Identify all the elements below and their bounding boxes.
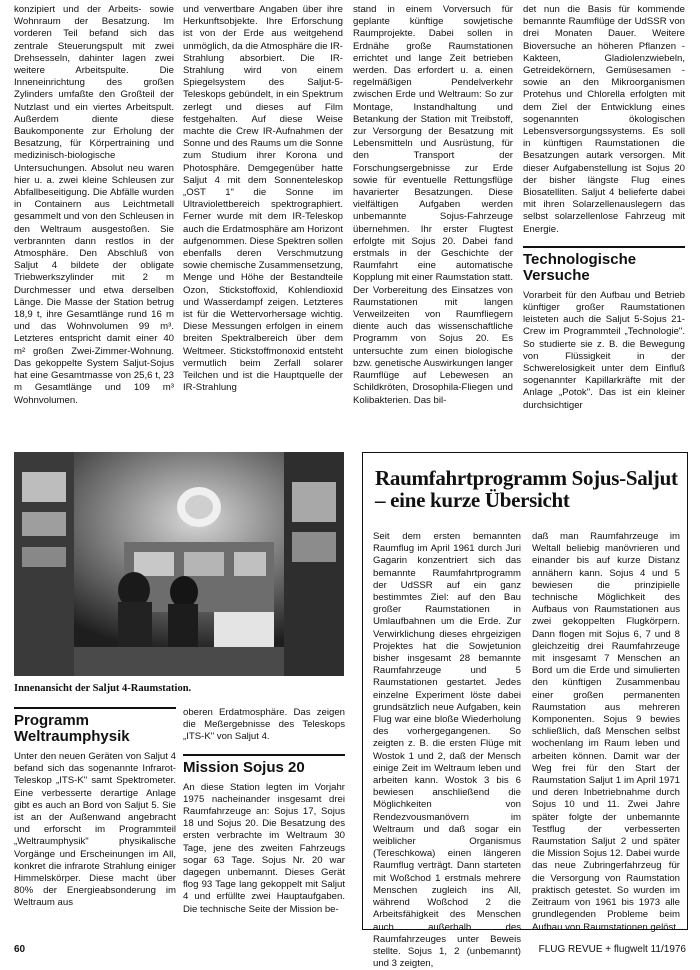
article-column-4 xyxy=(523,4,685,412)
section-heading-box xyxy=(183,754,345,776)
page-number: 60 xyxy=(14,944,26,955)
section-heading: Programm Weltraumphysik xyxy=(14,712,130,745)
column-text: und verwertbare Angaben über ihre Herkunftsobjekte. Ihre Erforschung ist von der Erde aus weitgehend unmöglich, da die Atmosphäre die IR-Strahlung absorbiert. Die IR-Strahlung wird von einem Spiegelsystem des Saljut-5-Teleskops gebündelt, in ein Spektrum zerlegt und dieses auf Film festgehalten. Auf diese Weise machte die Crew IR-Aufnahmen der Sonne und des Raums um die Sonne zum Studium ihrer Korona und Photosphäre. Demgegenüber hatte Saljut 4 mit dem Sonnenteleskop „OST 1" die Sonne im Ultraviolettbereich spektrographiert. Ferner wurde mit dem IR-Teleskop auch die Erdatmosphäre am Horizont aufgenommen. Diese Spektren sollen ebenfalls deren Verschmutzung sowie chemische Zusammensetzung, Menge und Höhe der Bestandteile Ozon, Stickstoffoxid, Kohlendioxid und Wasserdampf zeigen. Letzteres ist für die Wettervorhersage wichtig. Diese Messungen erfolgen in einem breiten Spektralbereich über dem Weltmeer. Stickstoffmonoxid entsteht vermutlich beim Zerfall solarer Teilchen und ist die Hauptquelle der IR-Strahlung xyxy=(183,4,343,394)
section-heading-technologische-versuche: Technologische Versuche xyxy=(523,250,637,284)
section-text: oberen Erdatmosphäre. Das zeigen die Meßergebnisse des Teleskops „ITS-K" von Saljut 4. xyxy=(183,707,345,743)
article-column-1 xyxy=(14,4,174,407)
article-column-2 xyxy=(183,4,343,395)
column-text: det nun die Basis für kommende bemannte Raumflüge der UdSSR von drei Monaten Dauer. Weitere Bioversuche an höheren Pflanzen - Kakteen, Gladiolenzwiebeln, Getreidekörnern, Gemüsesamen - sowie an den Mikroorganismen Protehus und Chlorella erfolgten mit dem Ziel der Entwicklung eines sogenannten ökologischen Lebensversorgungssystems. Es soll in künftigen Raumstationen die Besatzungen autark versorgen. Mit dieser Aufgabenstellung ist Sojus 20 der bisher längste Flug eines Biosatelliten. Saljut 4 belieferte dabei mit ihren Solarzellenauslegern das selbst solarzellenlose Fahrzeug mit Energie. xyxy=(523,4,685,235)
column-text: Vorarbeit für den Aufbau und Betrieb künftiger großer Raumstationen leisteten auch die Saljut 5-Sojus 21-Crew im Programmteil „Technologie". So studierte sie z. B. die Bewegung von Flüssigkeit in der Schwerelosigkeit unter dem Einfluß sogenannter Kapillarkräfte mit der Anlage „Potok". Das ist ein kleiner durchsichtiger xyxy=(523,289,685,411)
sidebar-column-1: Seit dem ersten bemannten Raumflug im April 1961 durch Juri Gagarin konzentriert sich das bemannte Raumfahrtprogramm der UdSSR auf ein ganz bestimmtes Ziel: auf den Bau großer Raumstationen in Umlaufbahnen um die Erde. Zur Verwirklichung dieses ehrgeizigen Projektes hat die Sowjetunion bisher insgesamt 28 bemannte Raumfahrzeuge und 5 Raumstationen gestartet. Jedes einzelne Experiment löste dabei grundsätzlich neue Aufgaben, kein Flug war eine bloße Wiederholung des vorhergegangenen. So zeigten z. B. die ersten Flüge mit Wostok 1 und 2, daß der Mensch einige Zeit im Weltraum leben und arbeiten kann. Wostok 3 bis 6 bewiesen anschließend die Möglichkeiten von Rendezvousmanövern im Weltraum und daß sogar ein weiblicher Organismus (Tereschkowa) einen längeren Raumflug verträgt. Dann starteten mit Woßchod 1 erstmals mehrere Menschen zugleich ins All, während Woßchod 2 die Arbeitsfähigkeit des Menschen auch außerhalb des Raumfahrzeuges unter Beweis stellte. Sojus 1, 2 (unbemannt) und 3 zeigten, xyxy=(373,531,521,970)
photo-caption: Innenansicht der Saljut 4-Raumstation. xyxy=(14,683,192,694)
section-text: An diese Station legten im Vorjahr 1975 nacheinander insgesamt drei Raumfahrzeuge an: Sojus 17, Sojus 18 und Sojus 20. Die Besatzung des ersten verbrachte im Weltraum 30 Tage, jene des zweiten Fahrzeugs sogar 63 Tage. Sojus Nr. 20 war dagegen unbemannt. Dieses Gerät flog 93 Tage lang gekoppelt mit Saljut 4 und erfüllte zwei Hauptaufgaben. Die technische Seite der Mission be- xyxy=(183,781,345,915)
sidebar-title: Raumfahrtprogramm Sojus-Saljut – eine kurze Übersicht xyxy=(375,466,678,512)
column-text: konzipiert und der Arbeits- sowie Wohnraum der Besatzung. Im vorderen Teil befand sich das zentrale Steuerungspult mit zwei Drehsesseln, dahinter lagen zwei weitere Arbeitspulte. Die Inneneinrichtung des großen Zylinders umfaßte den Großteil der Nutzlast und ein viertes Arbeitspult. Außerdem diente diese Baukomponente zur Erholung der Besatzung, für Körpertraining und medizinisch-biologische Untersuchungen. Absolut neu waren hier u. a. zwei kleine Schleusen zur Abfallbeseitigung. Die Abfälle wurden in Containern aus Leichtmetall gesammelt und von den Schleusen in den Weltraum ausgestoßen. Sie verbrannten dann restlos in der Atmosphäre. Den Abschluß von Saljut 4 bildete der obligate Triebwerkszylinder mit 2 m Durchmesser und etwa derselben Länge. Die Masse der Station betrug 18,9 t, ihre Gesamtlänge rund 16 m und das Wohnvolumen 99 m³. Letzteres entspricht damit einer 40 m² großen Zwei-Zimmer-Wohnung. Das gekoppelte System Saljut-Sojus hat eine Gesamtmasse von 25,6 t, 23 m Gesamtlänge und 109 m³ Wohnvolumen. xyxy=(14,4,174,406)
section-text: Unter den neuen Geräten von Saljut 4 befand sich das sogenannte Infrarot-Teleskop „ITS-K" samt Spektrometer. Eine verbesserte derartige Anlage gibt es auch an Bord von Saljut 5. Sie ist an der Außenwand angebracht und erforscht im Programmteil „Weltraumphysik" physikalische Vorgänge und Erscheinungen im All, konkret die infrarote Strahlung einiger Himmelskörper. Diese macht über 80% der Energieabsonderung im Weltraum aus xyxy=(14,751,176,909)
article-column-3 xyxy=(353,4,513,407)
column-text: stand in einem Vorversuch für geplante künftige sowjetische Raumprojekte. Dabei sollen in Erdnähe große Raumstationen errichtet und lange Zeit betrieben werden. Das erfordert u. a. einen regelmäßigen Pendelverkehr zwischen Erde und Weltraum: So zur Montage, Instandhaltung und Betankung der Station mit Treibstoff, zur Versorgung der Besatzung mit Lebensmitteln und Ausrüstung, für den Transport der Forschungsergebnisse zur Erde sowie für eventuelle Rettungsflüge havarierter Besatzungen. Diese vielfältigen Aufgaben werden unbemannte Sojus-Fahrzeuge übernehmen. Ihr erster Flugtest erfolgte mit Sojus 20. Dabei fand erstmals in der Geschichte der Raumfahrt eine automatische Kopplung mit einer Raumstation statt. Der Vorbereitung des Einsatzes von Raumstationen mit langen Verweilzeiten von Raumfliegern diente auch das wissenschaftliche Programm von Sojus 20. Es untersuchte zum einen biologische bzw. genetische Auswirkungen langer Raumflüge auf Lebewesen an Schildkröten, Drosophila-Fliegen und Kolibakterien. Das bil- xyxy=(353,4,513,406)
section-programm-weltraumphysik xyxy=(14,707,176,910)
sidebar-column-2: daß man Raumfahrzeuge im Weltall beliebig manövrieren und einander bis auf kurze Distanz annähern kann. Sojus 4 und 5 bewiesen die prinzipielle technische Möglichkeit des Aufbaus von Raumstationen aus zwei gekoppelten Flugkörpern. Dann flogen mit Sojus 6, 7 und 8 gleichzeitig drei Raumfahrzeuge mit insgesamt 7 Menschen an Bord um die Erde und simulierten den künftigen Zusammenbau einer großen permanenten Raumstation aus mehreren Komponenten. Sojus 9 bewies schließlich, daß Menschen selbst wochenlang im Raum leben und arbeiten können. Damit war der Weg frei für den Start der Raumstation Saljut 1 im April 1971 und deren Inbetriebnahme durch Sojus 10 und 11. Zwei Jahre später folgte der unbemannte Testflug der verbesserten Raumstation Saljut 2 und später die Mission Sojus 12. Dabei wurde das neue Zubringerfahrzeug für die Versorgung von Raumstation praktisch getestet. So wurden im Zeitraum von 1961 bis 1973 alle grundlegenden Probleme beim Aufbau von Raumstationen gelöst. xyxy=(532,531,680,933)
section-heading: Mission Sojus 20 xyxy=(183,758,305,776)
section-mission-sojus-20 xyxy=(183,707,345,916)
section-heading-box xyxy=(14,707,176,745)
magazine-footer: FLUG REVUE + flugwelt 11/1976 xyxy=(538,944,686,955)
section-heading-box xyxy=(523,246,685,284)
station-interior-photo xyxy=(14,452,344,676)
photo-illustration xyxy=(14,452,344,676)
